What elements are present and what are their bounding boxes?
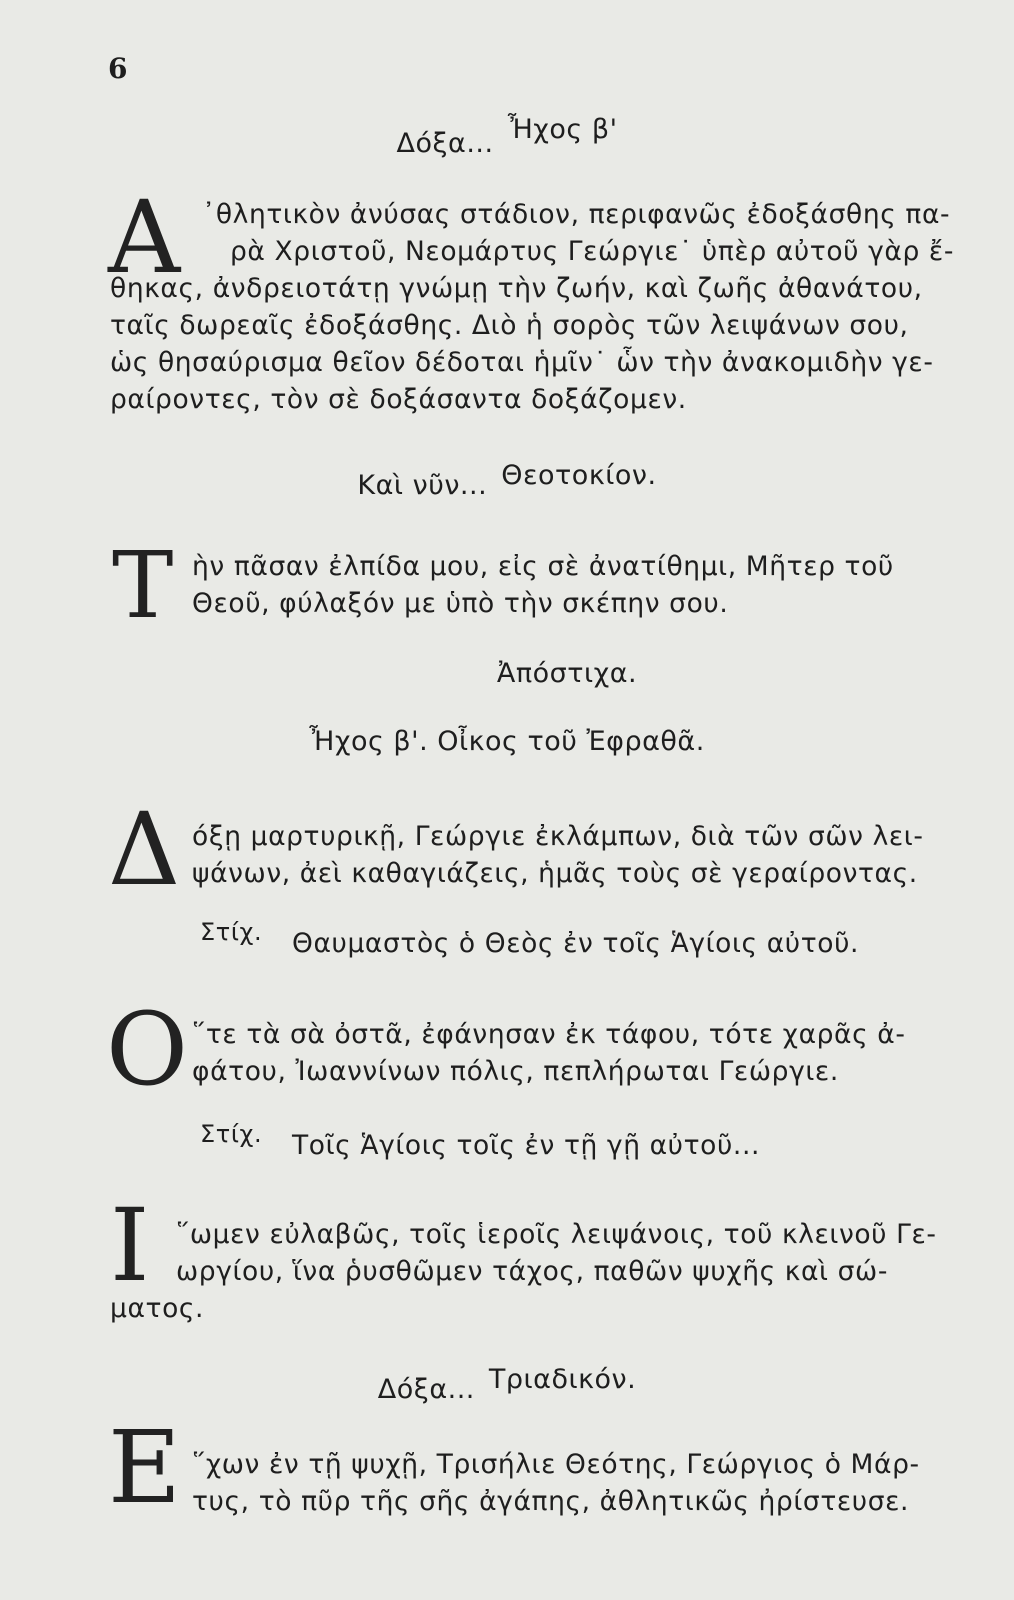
paragraph-ote (192, 1016, 962, 1090)
drop-cap-alpha: Α (108, 179, 181, 296)
text-line: ὡς θησαύρισμα θεῖον δέδοται ἡμῖν˙ ὧν τὴν ἀνακομιδὴν γε- (110, 347, 934, 378)
heading-doxa (0, 114, 1014, 159)
drop-cap-epsilon: Ε (108, 1409, 181, 1526)
paragraph-exon (192, 1446, 962, 1520)
text-line: ωργίου, ἵνα ῥυσθῶμεν τάχος, παθῶν ψυχῆς καὶ σώ- (176, 1256, 888, 1287)
drop-cap-iota: Ι (110, 1187, 150, 1304)
heading-doxa-right: Ἦχος β' (507, 114, 618, 145)
paragraph-athlitikon (110, 196, 960, 418)
stix-label: Στίχ. (200, 1120, 263, 1148)
text-line: ῞χων ἐν τῇ ψυχῇ, Τρισήλιε Θεότης, Γεώργιος ὁ Μάρ- (192, 1449, 920, 1480)
heading-doxa-left: Δόξα... (396, 128, 494, 159)
drop-cap-tau: Τ (112, 532, 174, 639)
heading-kai-nyn-left: Καὶ νῦν... (357, 470, 488, 501)
heading-doxa-triadikon (0, 1364, 1014, 1405)
heading-apostixa: Ἀπόστιχα. (496, 658, 638, 689)
text-line: ῞τε τὰ σὰ ὀστᾶ, ἐφάνησαν ἐκ τάφου, τότε χαρᾶς ἀ- (192, 1019, 906, 1050)
text-line: ταῖς δωρεαῖς ἐδοξάσθης. Διὸ ἡ σορὸς τῶν λειψάνων σου, (110, 310, 909, 341)
paragraph-doxi (192, 818, 962, 892)
text-line: ᾿θλητικὸν ἀνύσας στάδιον, περιφανῶς ἐδοξάσθης πα- (202, 199, 951, 230)
text-line: ραίροντες, τὸν σὲ δοξάσαντα δοξάζομεν. (110, 384, 687, 415)
text-line: ψάνων, ἀεὶ καθαγιάζεις, ἡμᾶς τοὺς σὲ γεραίροντας. (192, 858, 918, 889)
stix-text: Τοῖς Ἁγίοις τοῖς ἐν τῇ γῇ αὐτοῦ... (292, 1130, 760, 1161)
stix-text: Θαυμαστὸς ὁ Θεὸς ἐν τοῖς Ἁγίοις αὐτοῦ. (292, 928, 860, 959)
stix-label: Στίχ. (200, 918, 263, 946)
heading-triadikon: Τριαδικόν. (488, 1364, 637, 1395)
heading-theotokion: Θεοτοκίον. (501, 460, 657, 491)
drop-cap-omicron: Ο (106, 991, 188, 1108)
text-line: Θεοῦ, φύλαξόν με ὑπὸ τὴν σκέπην σου. (192, 588, 729, 619)
text-line: ὴν πᾶσαν ἐλπίδα μου, εἰς σὲ ἀνατίθημι, Μῆτερ τοῦ (192, 551, 894, 582)
page-number: 6 (108, 52, 128, 85)
text-line: τυς, τὸ πῦρ τῆς σῆς ἀγάπης, ἀθλητικῶς ἠρίστευσε. (192, 1486, 910, 1517)
text-line: θηκας, ἀνδρειοτάτῃ γνώμῃ τὴν ζωήν, καὶ ζωῆς ἀθανάτου, (110, 273, 923, 304)
text-line: φάτου, Ἰωαννίνων πόλις, πεπλήρωται Γεώργιε. (192, 1056, 839, 1087)
heading-kai-nyn (0, 460, 1014, 501)
heading-doxa2-left: Δόξα... (377, 1374, 475, 1405)
text-line: ῞ωμεν εὐλαβῶς, τοῖς ἱεροῖς λειψάνοις, τοῦ κλεινοῦ Γε- (176, 1219, 937, 1250)
text-line: ματος. (110, 1293, 205, 1324)
paragraph-tin-pasan (192, 548, 962, 622)
text-line: όξῃ μαρτυρικῇ, Γεώργιε ἐκλάμπων, διὰ τῶν σῶν λει- (192, 821, 924, 852)
text-line: ρὰ Χριστοῦ, Νεομάρτυς Γεώργιε˙ ὑπὲρ αὐτοῦ γὰρ ἔ- (230, 236, 954, 267)
heading-ixos-oikos: Ἦχος β'. Οἶκος τοῦ Ἐφραθᾶ. (309, 726, 705, 757)
paragraph-idomen (110, 1216, 960, 1327)
drop-cap-delta: Δ (108, 791, 181, 908)
